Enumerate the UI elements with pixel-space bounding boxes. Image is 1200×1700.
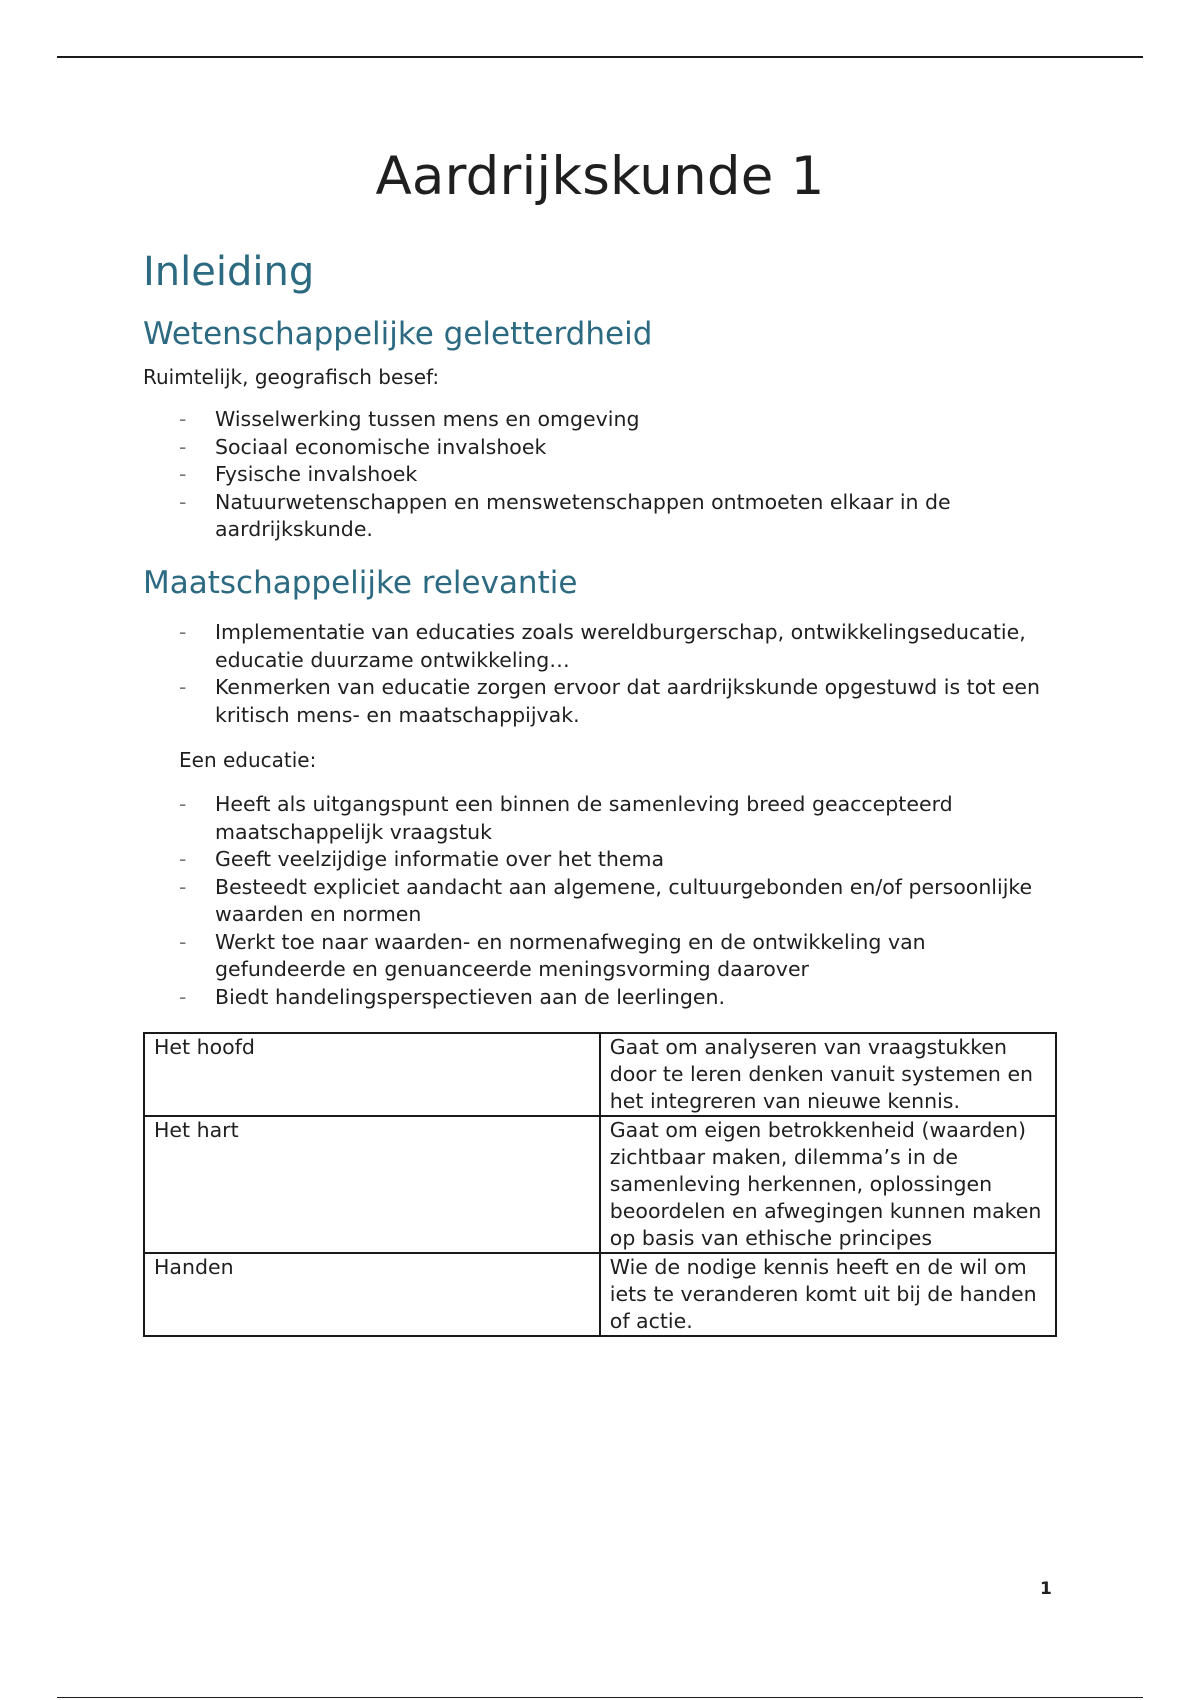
list-item: - Natuurwetenschappen en menswetenschappen ontmoeten elkaar in de aardrijkskunde.: [179, 489, 1059, 544]
relevantie-list: [179, 619, 1059, 729]
table-cell-description: Gaat om analyseren van vraagstukken door te leren denken vanuit systemen en het integreren van nieuwe kennis.: [600, 1033, 1056, 1116]
table-cell-term: Het hoofd: [144, 1033, 600, 1116]
subsection-heading-relevantie: Maatschappelijke relevantie: [143, 565, 578, 601]
hoofd-hart-handen-table: [143, 1032, 1057, 1337]
list-item: - Heeft als uitgangspunt een binnen de samenleving breed geaccepteerd maatschappelijk vraagstuk: [179, 791, 1059, 846]
table-cell-description: Gaat om eigen betrokkenheid (waarden) zichtbaar maken, dilemma’s in de samenleving herkennen, oplossingen beoordelen en afwegingen kunnen maken op basis van ethische principes: [600, 1116, 1056, 1253]
table-cell-description: Wie de nodige kennis heeft en de wil om iets te veranderen komt uit bij de handen of actie.: [600, 1253, 1056, 1336]
top-rule: [57, 56, 1143, 58]
subsection-heading-geletterdheid: Wetenschappelijke geletterdheid: [143, 316, 653, 352]
list-item: - Fysische invalshoek: [179, 461, 1059, 489]
table-row: [144, 1116, 1056, 1253]
page-title: Aardrijkskunde 1: [375, 146, 825, 207]
list-item: - Kenmerken van educatie zorgen ervoor dat aardrijkskunde opgestuwd is tot een kritisch mens- en maatschappijvak.: [179, 674, 1059, 729]
list-item: - Geeft veelzijdige informatie over het thema: [179, 846, 1059, 874]
table-row: [144, 1253, 1056, 1336]
page-number: 1: [1040, 1579, 1052, 1599]
bottom-rule: [57, 1697, 1143, 1698]
table-cell-term: Handen: [144, 1253, 600, 1336]
section-heading-inleiding: Inleiding: [143, 249, 315, 295]
education-intro: Een educatie:: [179, 748, 317, 772]
list-item: - Besteedt expliciet aandacht aan algemene, cultuurgebonden en/of persoonlijke waarden en normen: [179, 874, 1059, 929]
list-item: - Implementatie van educaties zoals wereldburgerschap, ontwikkelingseducatie, educatie duurzame ontwikkeling…: [179, 619, 1059, 674]
geletterdheid-list: [179, 406, 1059, 544]
list-item: - Biedt handelingsperspectieven aan de leerlingen.: [179, 984, 1059, 1012]
list-item: - Werkt toe naar waarden- en normenafweging en de ontwikkeling van gefundeerde en genuanceerde meningsvorming daarover: [179, 929, 1059, 984]
table-row: [144, 1033, 1056, 1116]
table-cell-term: Het hart: [144, 1116, 600, 1253]
education-list: [179, 791, 1059, 1011]
list-item: - Wisselwerking tussen mens en omgeving: [179, 406, 1059, 434]
list-item: - Sociaal economische invalshoek: [179, 434, 1059, 462]
geletterdheid-intro: Ruimtelijk, geografisch besef:: [143, 365, 440, 389]
